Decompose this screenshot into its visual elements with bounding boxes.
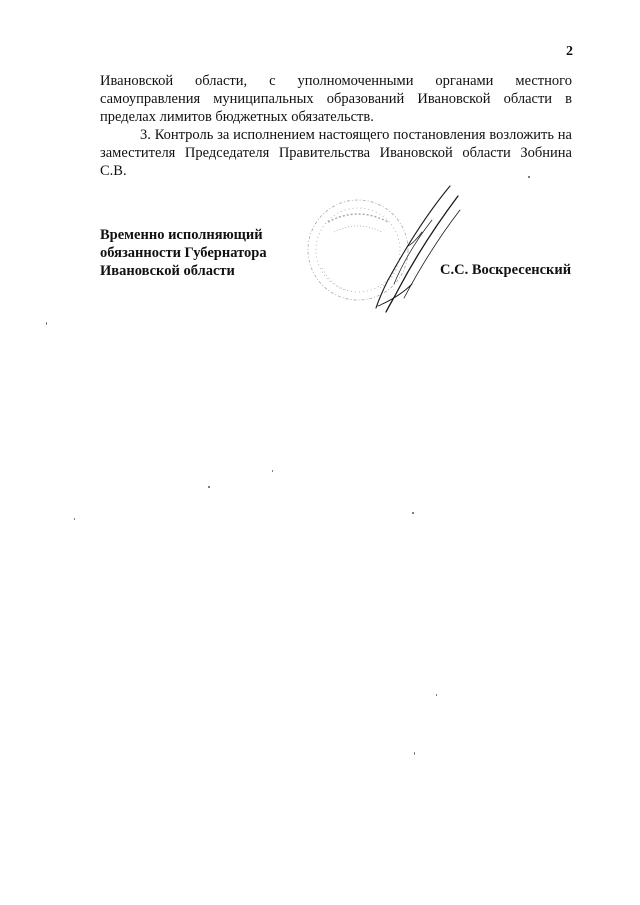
paragraph-continuation: Ивановской области, с уполномоченными органами местного самоуправления муниципальных образований Ивановской области в пределах лимитов бюджетных обязательств. (100, 73, 572, 125)
scan-speck (46, 322, 47, 325)
paragraph-control-clause: 3. Контроль за исполнением настоящего постановления возложить на заместителя Председателя Правительства Ивановской области Зобнина С.В. (100, 127, 572, 179)
scan-speck (272, 470, 273, 472)
scan-speck (414, 752, 415, 755)
signer-name: С.С. Воскресенский (440, 262, 572, 278)
signer-position (100, 226, 267, 280)
official-seal-icon (308, 200, 408, 300)
scan-speck (412, 512, 414, 514)
signer-position-line: Временно исполняющий (100, 227, 263, 243)
page-number: 2 (566, 44, 573, 59)
signer-position-line: Ивановской области (100, 263, 235, 279)
scan-speck (74, 518, 75, 520)
scan-speck (436, 694, 437, 696)
scan-speck (208, 486, 210, 488)
signer-position-line: обязанности Губернатора (100, 245, 267, 261)
handwritten-signature-icon (376, 186, 460, 312)
scan-speck (528, 176, 530, 178)
stamp-and-signature (300, 180, 480, 320)
